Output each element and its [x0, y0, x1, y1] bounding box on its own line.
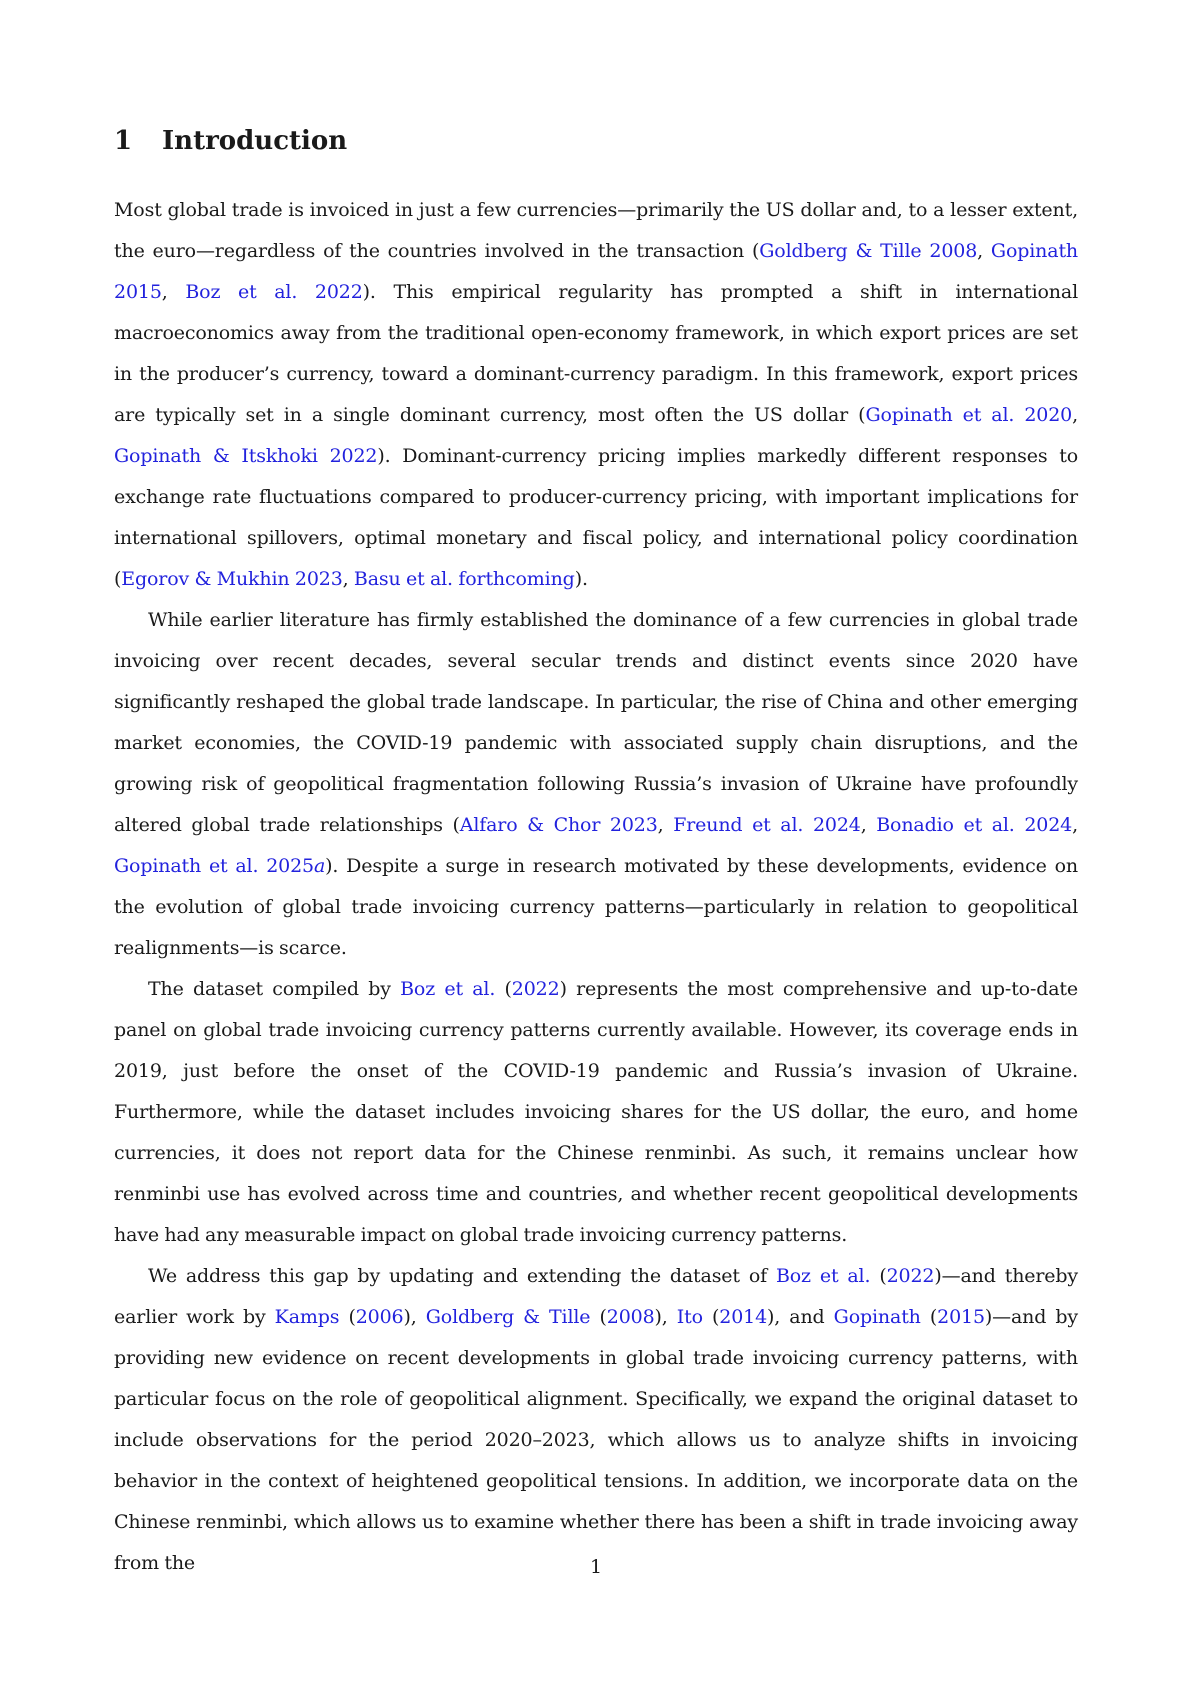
citation-link[interactable]: Ito: [676, 1306, 703, 1328]
citation-link[interactable]: Basu et al. forthcoming: [353, 568, 575, 590]
text-run: ,: [342, 568, 354, 590]
citation-link[interactable]: Gopinath: [833, 1306, 921, 1328]
text-run: ).: [574, 568, 588, 590]
citation-link[interactable]: Egorov & Mukhin 2023: [121, 568, 343, 590]
text-run: (: [870, 1265, 887, 1287]
citation-link[interactable]: 2015: [937, 1306, 985, 1328]
paragraph-4: [114, 1256, 1078, 1584]
citation-link[interactable]: Gopinath 2015: [114, 240, 1079, 303]
citation-link[interactable]: Goldberg & Tille 2008: [759, 240, 978, 262]
section-title: Introduction: [162, 126, 348, 156]
citation-link[interactable]: Boz et al.: [775, 1265, 871, 1287]
paragraph-2: [114, 600, 1078, 969]
text-run: We address this gap by updating and extending the dataset of: [148, 1265, 776, 1287]
section-number: 1: [114, 126, 133, 156]
text-run: While earlier literature has firmly established the dominance of a few currencies in global trade invoicing over recent decades, several secular trends and distinct events since 2020 have significantly reshaped the global trade landscape. In particular, the rise of China and other emerging market economies, the COVID-19 pandemic with associated supply chain disruptions, and the growing risk of geopolitical fragmentation following Russia’s invasion of Ukraine have profoundly altered global trade relationships (: [114, 609, 1078, 836]
citation-link[interactable]: 2022: [511, 978, 560, 1000]
citation-link[interactable]: Gopinath et al. 2020: [865, 404, 1073, 426]
text-run: ,: [161, 281, 186, 303]
citation-link[interactable]: Gopinath & Itskhoki 2022: [114, 445, 378, 467]
text-run: ,: [657, 814, 674, 836]
text-run: ), and: [767, 1306, 834, 1328]
citation-link[interactable]: 2006: [355, 1306, 404, 1328]
citation-link[interactable]: Alfaro & Chor 2023: [459, 814, 658, 836]
text-run: ),: [654, 1306, 677, 1328]
citation-link[interactable]: 2008: [606, 1306, 655, 1328]
text-run: ) represents the most comprehensive and up-to-date panel on global trade invoicing currency patterns currently available. However, its coverage ends in 2019, just before the onset of the COVID-19 pandemic and Russia’s invasion of Ukraine. Furthermore, while the dataset includes invoicing shares for the US dollar, the euro, and home currencies, it does not report data for the Chinese renminbi. As such, it remains unclear how renminbi use has evolved across time and countries, and whether recent geopolitical developments have had any measurable impact on global trade invoicing currency patterns.: [114, 978, 1079, 1246]
section-heading: [114, 124, 347, 158]
text-run: (: [590, 1306, 607, 1328]
citation-link[interactable]: Bonadio et al. 2024: [876, 814, 1073, 836]
text-run: ). Dominant-currency pricing implies markedly different responses to exchange rate fluctuations compared to producer-currency pricing, with important implications for international spillovers, optimal monetary and fiscal policy, and international policy coordination (: [114, 445, 1078, 590]
citation-link[interactable]: Boz et al. 2022: [185, 281, 363, 303]
paragraph-3: [114, 969, 1078, 1256]
text-run: (: [702, 1306, 720, 1328]
body-text: [114, 190, 1078, 1584]
page-number: 1: [589, 1556, 603, 1578]
text-run: )—and thereby earlier work by: [114, 1265, 1078, 1328]
text-run: )—and by providing new evidence on recent developments in global trade invoicing currency patterns, with particular focus on the role of geopolitical alignment. Specifically, we expand the original dataset to include observations for the period 2020–2023, which allows us to analyze shifts in invoicing behavior in the context of heightened geopolitical tensions. In addition, we incorporate data on the Chinese renminbi, which allows us to examine whether there has been a shift in trade invoicing away from the: [114, 1306, 1078, 1574]
citation-link[interactable]: 2022: [886, 1265, 935, 1287]
text-run: The dataset compiled by: [148, 978, 401, 1000]
citation-suffix[interactable]: a: [313, 855, 326, 877]
text-run: ,: [1072, 404, 1078, 426]
citation-link[interactable]: Kamps: [274, 1306, 340, 1328]
citation-link[interactable]: Gopinath et al. 2025a: [114, 855, 326, 877]
text-run: ,: [1072, 814, 1078, 836]
citation-link[interactable]: 2014: [719, 1306, 768, 1328]
text-run: Most global trade is invoiced in just a few currencies—primarily the US dollar and, to a lesser extent, the euro—regardless of the countries involved in the transaction (: [114, 199, 1078, 262]
text-run: ,: [860, 814, 877, 836]
text-run: ). This empirical regularity has prompted a shift in international macroeconomics away from the traditional open-economy framework, in which export prices are set in the producer’s currency, toward a dominant-currency paradigm. In this framework, export prices are typically set in a single dominant currency, most often the US dollar (: [114, 281, 1079, 426]
citation-link[interactable]: Freund et al. 2024: [673, 814, 861, 836]
text-run: ),: [403, 1306, 426, 1328]
text-run: (: [920, 1306, 938, 1328]
text-run: ,: [977, 240, 991, 262]
citation-link[interactable]: Goldberg & Tille: [425, 1306, 591, 1328]
text-run: (: [495, 978, 512, 1000]
text-run: (: [339, 1306, 356, 1328]
paper-page: [114, 0, 1078, 1683]
text-run: ). Despite a surge in research motivated by these developments, evidence on the evolution of global trade invoicing currency patterns—particularly in relation to geopolitical realignments—is scarce.: [114, 855, 1078, 959]
citation-link[interactable]: Boz et al.: [400, 978, 496, 1000]
paragraph-1: [114, 190, 1078, 600]
